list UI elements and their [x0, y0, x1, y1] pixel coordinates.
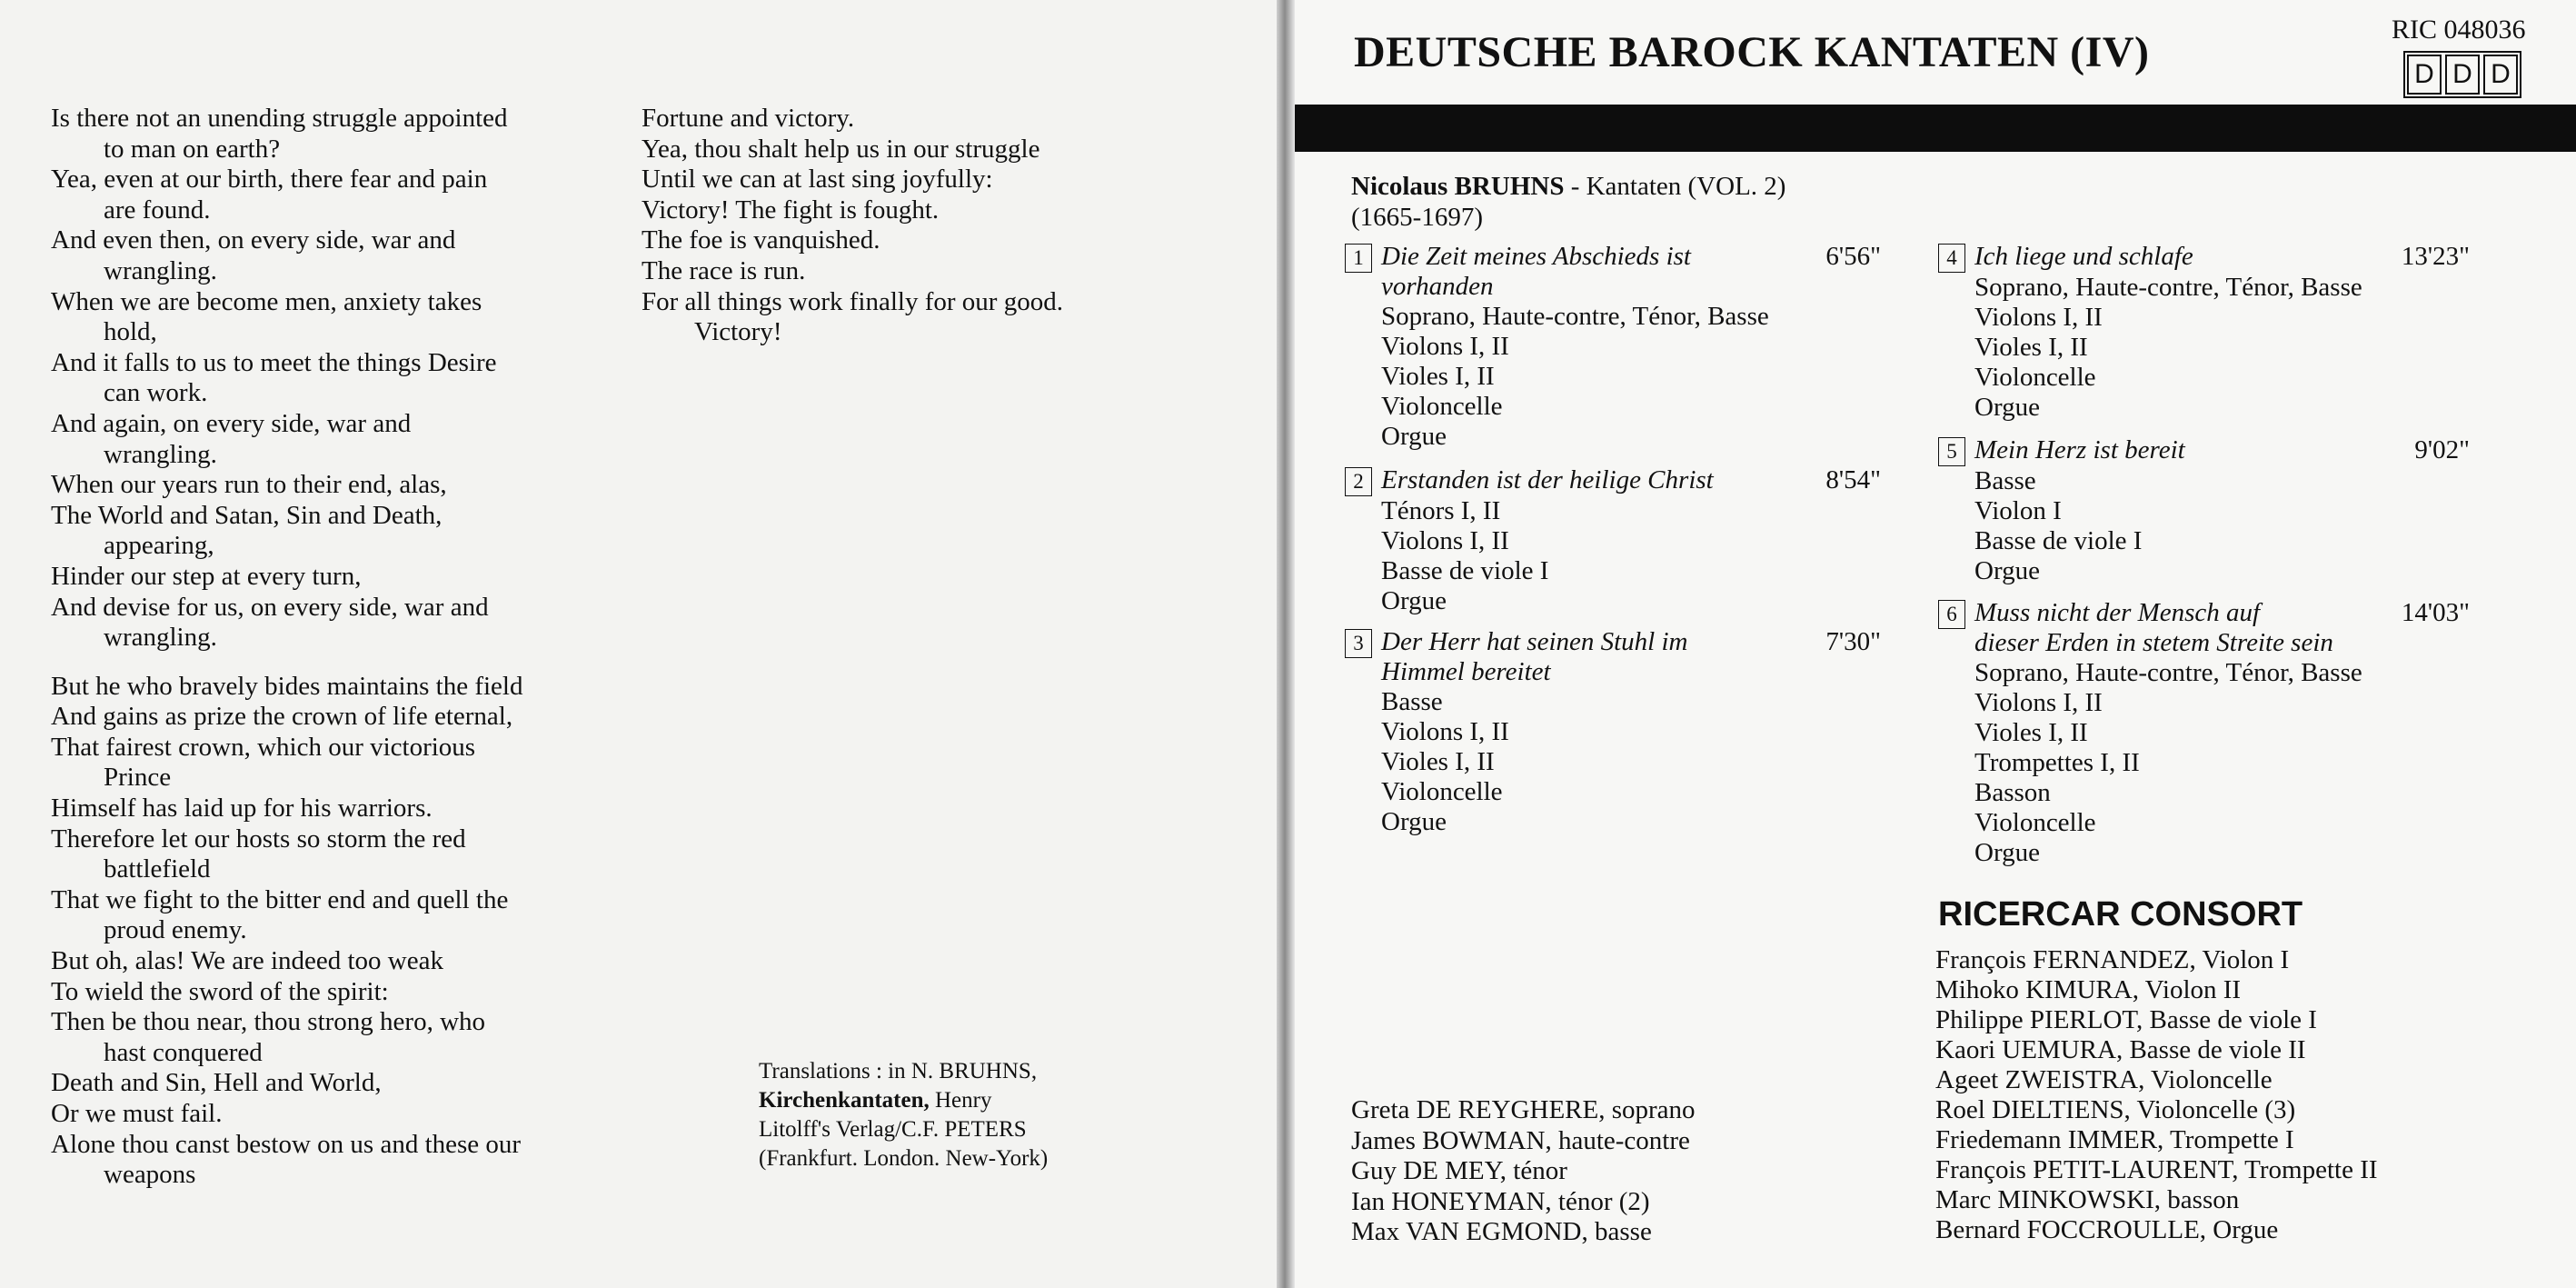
ensemble-members-list: [1935, 945, 2378, 1245]
soloist-line: James BOWMAN, haute-contre: [1351, 1125, 1690, 1155]
instrumentation-line: Violes I, II: [1974, 333, 2088, 362]
cantata-header: [1938, 598, 2470, 658]
poem-line: Alone thou canst bestow on us and these our: [51, 1129, 522, 1159]
album-title: DEUTSCHE BAROCK KANTATEN (IV): [1354, 28, 2150, 76]
poem-line: The World and Satan, Sin and Death,: [51, 500, 443, 530]
ensemble-member-line: François FERNANDEZ, Violon I: [1935, 945, 2290, 974]
cantata-title: [1381, 627, 1815, 687]
poem-column-2: [642, 104, 1063, 348]
cantata-duration: 14'03": [2401, 598, 2470, 627]
poem-line: wrangling.: [104, 255, 217, 285]
ensemble-member-line: Roel DIELTIENS, Violoncelle (3): [1935, 1095, 2296, 1124]
cantata-header: [1345, 627, 1881, 687]
cantata-entry: [1345, 242, 1881, 452]
instrumentation-line: Violoncelle: [1974, 808, 2096, 837]
poem-line: Prince: [104, 763, 172, 793]
cantata-title-line: Erstanden ist der heilige Christ: [1381, 465, 1714, 494]
cantata-title-line: Muss nicht der Mensch auf: [1974, 598, 2261, 627]
cantata-entry: [1938, 242, 2470, 423]
poem-line: Or we must fail.: [51, 1099, 223, 1128]
ensemble-member-line: François PETIT-LAURENT, Trompette II: [1935, 1155, 2378, 1184]
poem-line: And even then, on every side, war and: [51, 225, 456, 255]
instrumentation-line: Violoncelle: [1381, 777, 1503, 806]
cantata-duration: 6'56": [1825, 242, 1881, 271]
translation-line-1: Translations : in N. BRUHNS,: [759, 1059, 1038, 1083]
instrumentation-line: Basse: [1381, 687, 1443, 716]
ddd-letter: D: [2445, 55, 2480, 95]
poem-line: Fortune and victory.: [642, 104, 855, 133]
poem-line: Therefore let our hosts so storm the red: [51, 824, 466, 854]
left-page: [0, 0, 1277, 1288]
cantata-entry: [1345, 465, 1881, 616]
composer-subtitle: - Kantaten (VOL. 2): [1564, 172, 1786, 201]
instrumentation-line: Violons I, II: [1974, 303, 2103, 332]
poem-line: Himself has laid up for his warriors.: [51, 794, 433, 824]
poem-line: Yea, even at our birth, there fear and pain: [51, 165, 488, 195]
poem-line: Then be thou near, thou strong hero, who: [51, 1007, 486, 1037]
instrumentation-line: Orgue: [1381, 586, 1447, 615]
cantata-title-line: dieser Erden in stetem Streite sein: [1974, 628, 2333, 657]
ensemble-member-line: Friedemann IMMER, Trompette I: [1935, 1125, 2294, 1154]
poem-line: The foe is vanquished.: [642, 225, 880, 255]
poem-line: And again, on every side, war and: [51, 408, 412, 438]
cantata-entry: [1345, 627, 1881, 837]
poem-line: wrangling.: [104, 439, 217, 469]
cantata-header: [1938, 242, 2470, 273]
cantata-header: [1345, 465, 1881, 496]
poem-line: And devise for us, on every side, war and: [51, 592, 489, 622]
instrumentation-line: Soprano, Haute-contre, Ténor, Basse: [1974, 273, 2362, 302]
soloist-line: Max VAN EGMOND, basse: [1351, 1217, 1652, 1246]
cantata-header: [1938, 435, 2470, 466]
ensemble-member-line: Kaori UEMURA, Basse de viole II: [1935, 1035, 2306, 1064]
instrumentation-line: Orgue: [1974, 838, 2040, 867]
poem-line: hast conquered: [104, 1037, 263, 1067]
ddd-letter: D: [2407, 55, 2442, 95]
cantata-title: [1974, 598, 2391, 658]
translation-line-2: [759, 1086, 1048, 1115]
poem-line: When our years run to their end, alas,: [51, 470, 447, 500]
ddd-recording-code: [2403, 51, 2521, 98]
poem-line: Hinder our step at every turn,: [51, 561, 362, 591]
ensemble-member-line: Ageet ZWEISTRA, Violoncelle: [1935, 1065, 2273, 1094]
instrumentation-line: Orgue: [1974, 393, 2040, 422]
instrumentation-line: Violons I, II: [1381, 717, 1509, 746]
track-number-box: 5: [1938, 437, 1965, 466]
book-title: Kirchenkantaten,: [759, 1088, 930, 1113]
poem-line: Until we can at last sing joyfully:: [642, 165, 993, 195]
cantata-title: [1974, 435, 2403, 465]
cantata-duration: 9'02": [2414, 435, 2470, 464]
header-black-band: [1295, 105, 2576, 152]
instrumentation-line: Violon I: [1974, 496, 2062, 525]
poem-line: Victory!: [694, 317, 782, 347]
poem-line: can work.: [104, 378, 208, 408]
instrumentation-line: Violes I, II: [1381, 747, 1495, 776]
cantata-header: [1345, 242, 1881, 302]
poem-line: And it falls to us to meet the things Desire: [51, 347, 497, 377]
translation-line-3: Litolff's Verlag/C.F. PETERS: [759, 1117, 1027, 1142]
track-number-box: 4: [1938, 244, 1965, 273]
catalog-number: RIC 048036: [2392, 15, 2526, 45]
cantata-title-line: Mein Herz ist bereit: [1974, 435, 2185, 464]
poem-column-1: [51, 104, 522, 1191]
composer-dates: (1665-1697): [1351, 203, 1483, 232]
cantata-title-line: Die Zeit meines Abschieds ist: [1381, 242, 1691, 271]
ensemble-member-line: Mihoko KIMURA, Violon II: [1935, 975, 2242, 1004]
poem-line: battlefield: [104, 854, 211, 884]
soloist-line: Ian HONEYMAN, ténor (2): [1351, 1186, 1650, 1216]
instrumentation-line: Violoncelle: [1974, 363, 2096, 392]
cantata-title: [1381, 465, 1815, 495]
poem-line: But he who bravely bides maintains the field: [51, 671, 523, 701]
stanza-gap: [51, 654, 522, 672]
cantata-entry: [1938, 435, 2470, 586]
track-number-box: 2: [1345, 467, 1372, 496]
poem-line: For all things work finally for our good.: [642, 286, 1063, 316]
cantata-title-line: Ich liege und schlafe: [1974, 242, 2193, 271]
cantata-title-line: Der Herr hat seinen Stuhl im: [1381, 627, 1688, 656]
translation-line-4: (Frankfurt. London. New-York): [759, 1146, 1049, 1171]
cantata-entry: [1938, 598, 2470, 868]
poem-line: wrangling.: [104, 623, 217, 653]
ddd-letter: D: [2483, 55, 2518, 95]
instrumentation-line: Trompettes I, II: [1974, 748, 2140, 777]
instrumentation-line: Violons I, II: [1381, 526, 1509, 555]
instrumentation-line: Orgue: [1381, 807, 1447, 836]
poem-line: The race is run.: [642, 255, 806, 285]
poem-line: Victory! The fight is fought.: [642, 195, 940, 225]
instrumentation-line: Violes I, II: [1974, 718, 2088, 747]
instrumentation-line: Basse de viole I: [1381, 556, 1549, 585]
track-number-box: 6: [1938, 600, 1965, 629]
cantata-duration: 13'23": [2401, 242, 2470, 271]
poem-line: And gains as prize the crown of life eternal,: [51, 702, 513, 732]
instrumentation-line: Violoncelle: [1381, 392, 1503, 421]
soloists-list: [1351, 1095, 1696, 1248]
poem-line: Is there not an unending struggle appointed: [51, 104, 508, 133]
soloist-line: Greta DE REYGHERE, soprano: [1351, 1095, 1696, 1124]
cantata-title-line: vorhanden: [1381, 272, 1494, 301]
instrumentation-line: Basse de viole I: [1974, 526, 2143, 555]
instrumentation-line: Violons I, II: [1381, 332, 1509, 361]
translation-credit: [759, 1057, 1048, 1173]
ensemble-member-line: Philippe PIERLOT, Basse de viole I: [1935, 1005, 2317, 1034]
ensemble-member-line: Marc MINKOWSKI, basson: [1935, 1185, 2240, 1214]
soloist-line: Guy DE MEY, ténor: [1351, 1156, 1567, 1185]
instrumentation-line: Orgue: [1974, 556, 2040, 585]
poem-line: That we fight to the bitter end and quell the: [51, 884, 509, 914]
booklet-spine: [1277, 0, 1295, 1288]
instrumentation-line: Violons I, II: [1974, 688, 2103, 717]
poem-line: hold,: [104, 317, 157, 347]
poem-line: That fairest crown, which our victorious: [51, 732, 476, 762]
poem-line: to man on earth?: [104, 134, 281, 164]
poem-line: When we are become men, anxiety takes: [51, 286, 482, 316]
composer-heading: [1351, 171, 1785, 233]
cantata-duration: 7'30": [1825, 627, 1881, 656]
poem-line: But oh, alas! We are indeed too weak: [51, 946, 443, 976]
cantata-title: [1381, 242, 1815, 302]
poem-line: To wield the sword of the spirit:: [51, 976, 389, 1006]
poem-line: weapons: [104, 1160, 196, 1190]
ensemble-name: RICERCAR CONSORT: [1938, 895, 2303, 934]
poem-line: Yea, thou shalt help us in our struggle: [642, 134, 1040, 164]
instrumentation-line: Ténors I, II: [1381, 496, 1501, 525]
instrumentation-line: Soprano, Haute-contre, Ténor, Basse: [1381, 302, 1769, 331]
publisher-name: Henry: [929, 1088, 992, 1113]
ensemble-member-line: Bernard FOCCROULLE, Orgue: [1935, 1215, 2279, 1244]
track-number-box: 3: [1345, 629, 1372, 658]
instrumentation-line: Basse: [1974, 466, 2036, 495]
poem-line: appearing,: [104, 531, 214, 561]
cantata-title-line: Himmel bereitet: [1381, 657, 1551, 686]
cantata-duration: 8'54": [1825, 465, 1881, 494]
instrumentation-line: Basson: [1974, 778, 2051, 807]
poem-line: Death and Sin, Hell and World,: [51, 1068, 382, 1098]
poem-line: are found.: [104, 195, 211, 225]
poem-line: proud enemy.: [104, 915, 247, 945]
cantata-title: [1974, 242, 2391, 272]
instrumentation-line: Orgue: [1381, 422, 1447, 451]
track-number-box: 1: [1345, 244, 1372, 273]
instrumentation-line: Violes I, II: [1381, 362, 1495, 391]
composer-name: Nicolaus BRUHNS: [1351, 172, 1565, 201]
instrumentation-line: Soprano, Haute-contre, Ténor, Basse: [1974, 658, 2362, 687]
